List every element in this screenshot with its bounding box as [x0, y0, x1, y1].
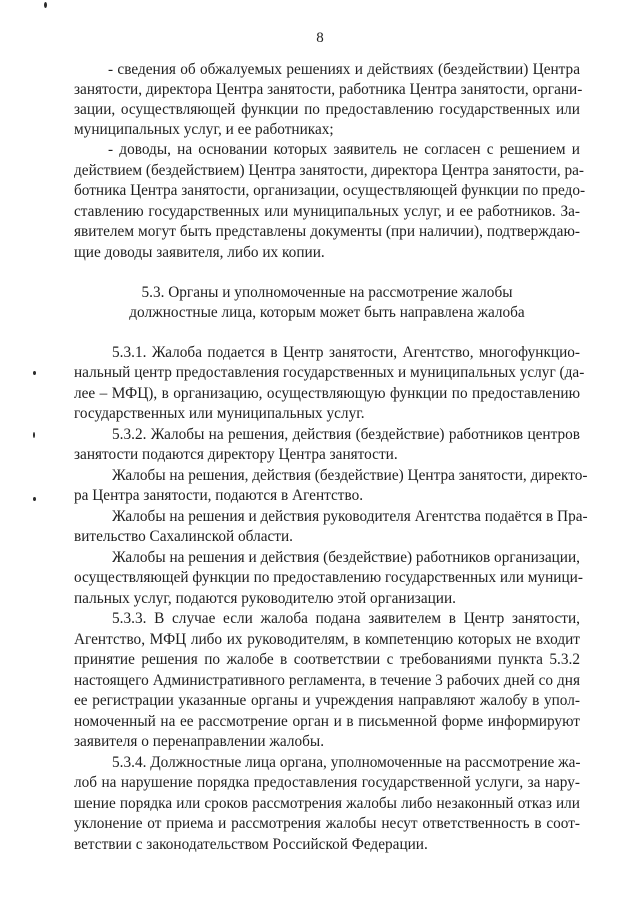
- text-line: Жалобы на решения и действия руководителя Агентства подаётся в Пра-: [112, 508, 588, 525]
- text-line: нальный центр предоставления государственных и муниципальных услуг (да-: [74, 364, 585, 381]
- text-line: занятости подаются директору Центра занятости.: [74, 446, 398, 463]
- text-line: 5.3.3. В случае если жалоба подана заявителем в Центр занятости,: [112, 610, 580, 627]
- text-line: ветствии с законодательством Российской Федерации.: [74, 836, 428, 853]
- text-line: ра Центра занятости, подаются в Агентство.: [74, 487, 364, 504]
- text-line: принятие решения по жалобе в соответствии с требованиями пункта 5.3.2: [74, 651, 580, 668]
- scan-speck: [33, 371, 36, 375]
- text-line: Жалобы на решения, действия (бездействие) Центра занятости, директо-: [112, 467, 588, 484]
- text-line: 5.3.1. Жалоба подается в Центр занятости, Агентство, многофункцио-: [112, 344, 580, 361]
- text-line: ее регистрации указанные органы и учреждения направляют жалобу в упол-: [74, 692, 580, 709]
- text-line: 5.3.2. Жалобы на решения, действия (бездействие) работников центров: [112, 426, 580, 443]
- text-line: пальных услуг, подаются руководителю этой организации.: [74, 590, 456, 607]
- scan-speck: [33, 497, 36, 501]
- page-number: 8: [316, 30, 324, 46]
- text-line: явителем могут быть представлены документы (при наличии), подтверждаю-: [74, 223, 580, 240]
- text-line: номоченный на ее рассмотрение орган и в письменной форме информируют: [74, 713, 580, 730]
- text-line: лее – МФЦ), в организацию, осуществляющую функции по предоставлению: [74, 385, 580, 402]
- text-line: зации, осуществляющей функции по предоставлению государственных или: [74, 101, 580, 118]
- text-line: шение порядка или сроков рассмотрения жалобы либо незаконный отказ или: [74, 795, 580, 812]
- text-line: настоящего Административного регламента, в течение 3 рабочих дней со дня: [74, 672, 580, 689]
- text-line: 5.3.4. Должностные лица органа, уполномоченные на рассмотрение жа-: [112, 754, 581, 771]
- text-line: заявителя о перенаправлении жалобы.: [74, 733, 325, 750]
- text-line: государственных или муниципальных услуг.: [74, 405, 365, 422]
- text-line: ботника Центра занятости, организации, осуществляющей функции по предо-: [74, 182, 586, 199]
- text-line: Агентство, МФЦ либо их руководителям, в компетенцию которых не входит: [74, 631, 580, 648]
- text-line: муниципальных услуг, и ее работниках;: [74, 121, 334, 138]
- text-line: - сведения об обжалуемых решениях и действиях (бездействии) Центра: [108, 61, 580, 78]
- text-line: уклонение от приема и рассмотрения жалобы несут ответственность в соот-: [74, 815, 580, 832]
- text-line: ставлению государственных или муниципальных услуг, и ее работников. За-: [74, 203, 580, 220]
- text-line: действием (бездействием) Центра занятости, директора Центра занятости, ра-: [74, 162, 585, 179]
- text-line: вительство Сахалинской области.: [74, 528, 293, 545]
- text-line: щие доводы заявителя, либо их копии.: [74, 244, 325, 261]
- text-line: осуществляющей функции по предоставлению государственных или муници-: [74, 569, 583, 586]
- scan-speck: [33, 432, 35, 438]
- section-heading: должностные лица, которым может быть направлена жалоба: [129, 304, 525, 321]
- text-line: Жалобы на решения и действия (бездействие) работников организации,: [112, 549, 580, 566]
- section-heading: 5.3. Органы и уполномоченные на рассмотрение жалобы: [141, 284, 513, 301]
- text-line: - доводы, на основании которых заявитель не согласен с решением и: [108, 141, 580, 158]
- scan-speck: [44, 2, 47, 8]
- text-line: занятости, директора Центра занятости, работника Центра занятости, органи-: [74, 81, 583, 98]
- text-line: лоб на нарушение порядка предоставления государственной услуги, за нару-: [74, 774, 580, 791]
